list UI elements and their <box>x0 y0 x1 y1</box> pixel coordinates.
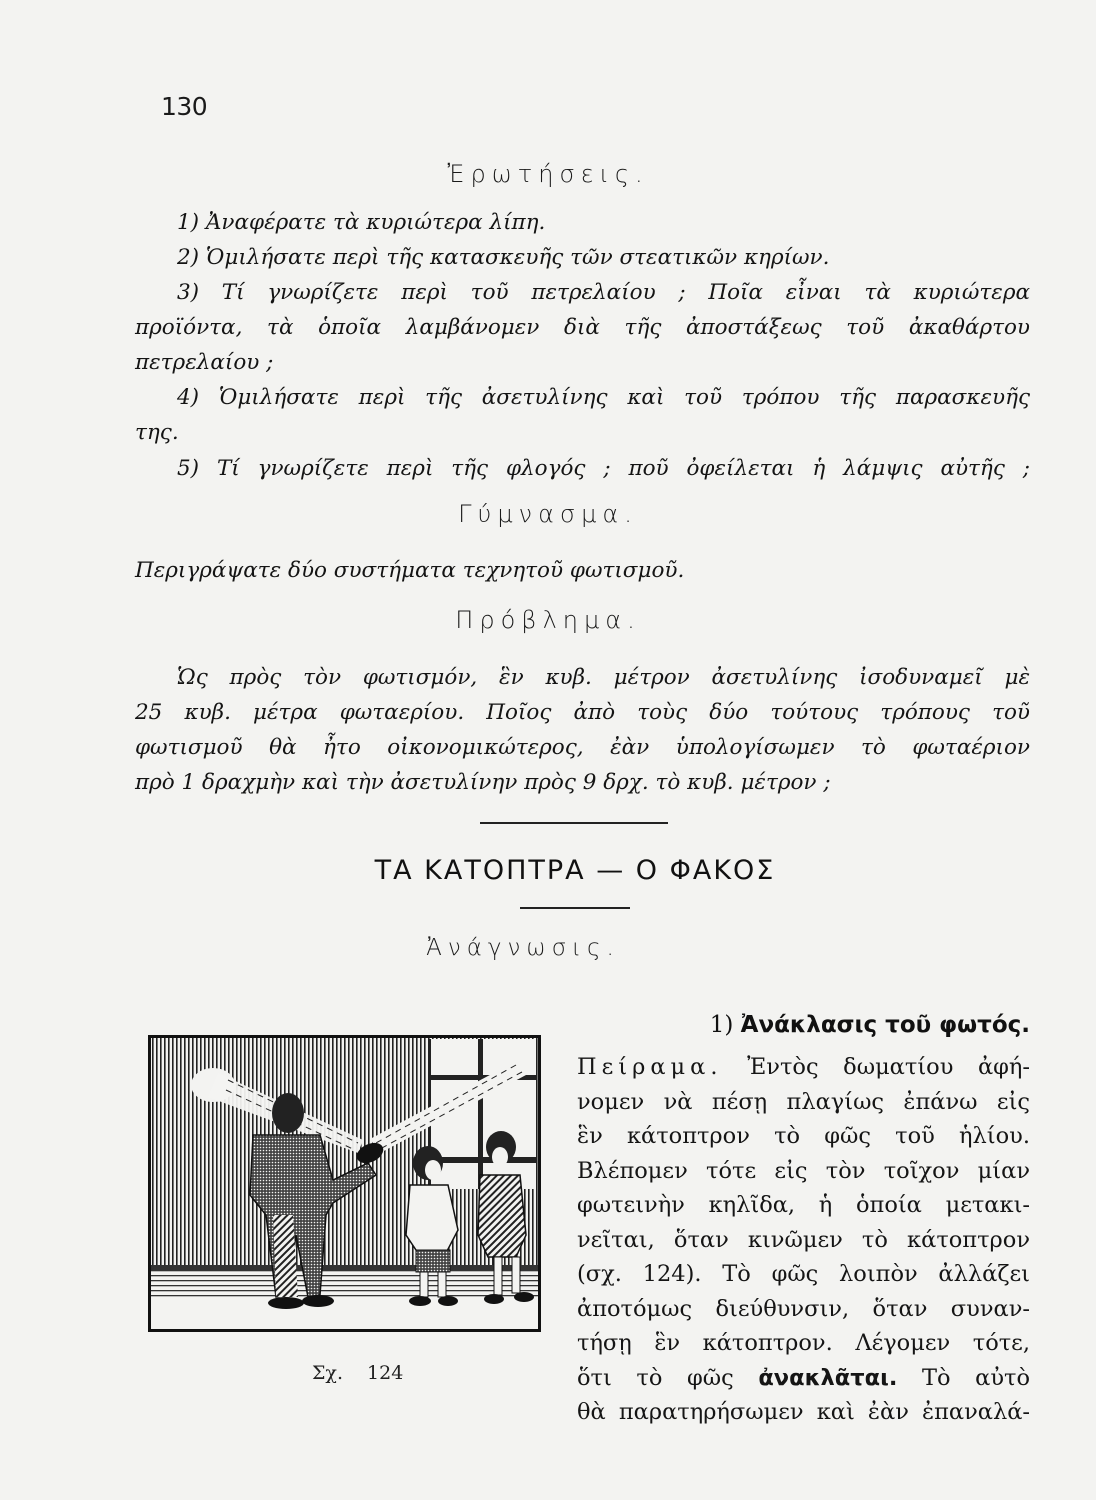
body-text: ὅτι τὸ φῶς <box>577 1364 734 1391</box>
experiment-label: Πείραμα. <box>577 1054 723 1080</box>
section-number: 1) <box>709 1012 734 1038</box>
body-line-9: τήσῃ ἓν κάτοπτρον. Λέγομεν τότε, <box>577 1330 1030 1356</box>
figure-caption <box>312 1362 403 1384</box>
questions-heading: Ἐρωτήσεις. <box>447 160 649 188</box>
section-title <box>577 1012 1030 1038</box>
body-text: Τὸ αὐτὸ <box>922 1364 1031 1391</box>
body-text: Ἐντὸς δωματίου ἀφή- <box>747 1054 1031 1080</box>
body-line-2: νομεν νὰ πέσῃ πλαγίως ἐπάνω εἰς <box>577 1088 1030 1115</box>
chapter-title: ΤΑ ΚΑΤΟΠΤΡΑ — Ο ΦΑΚΟΣ <box>374 855 776 886</box>
chapter-rule-top <box>480 822 668 824</box>
body-line-5: φωτεινὴν κηλῖδα, ἡ ὁποία μετακι- <box>577 1192 1030 1218</box>
problem-line-2: 25 κυβ. μέτρα φωταερίου. Ποῖος ἀπὸ τοὺς δύο τούτους τρόπους τοῦ <box>135 700 1030 725</box>
question-3-line-1: 3) Τί γνωρίζετε περὶ τοῦ πετρελαίου ; Ποῖα εἶναι τὰ κυριώτερα <box>177 280 1030 305</box>
caption-number: 124 <box>367 1362 404 1384</box>
question-2: 2) Ὁμιλήσατε περὶ τῆς κατασκευῆς τῶν στεατικῶν κηρίων. <box>177 245 830 270</box>
exercise-text: Περιγράψατε δύο συστήματα τεχνητοῦ φωτισμοῦ. <box>135 558 685 583</box>
problem-heading: Πρόβλημα. <box>455 606 641 634</box>
baseboard <box>150 1270 539 1282</box>
body-line-8: ἀποτόμως διεύθυνσιν, ὅταν συναν- <box>577 1295 1030 1322</box>
figure-124-illustration <box>148 1035 541 1332</box>
body-line-1 <box>577 1050 1030 1085</box>
question-3-line-3: πετρελαίου ; <box>135 350 274 375</box>
question-5: 5) Τί γνωρίζετε περὶ τῆς φλογός ; ποῦ ὀφείλεται ἡ λάμψις αὐτῆς ; <box>177 456 1030 481</box>
reading-heading: Ἀνάγνωσις. <box>426 935 620 961</box>
problem-line-1: Ὡς πρὸς τὸν φωτισμόν, ἓν κυβ. μέτρον ἀσετυλίνης ἰσοδυναμεῖ μὲ <box>177 665 1030 690</box>
caption-label: Σχ. <box>312 1362 343 1384</box>
problem-line-3: φωτισμοῦ θὰ ἦτο οἰκονομικώτερος, ἐὰν ὑπολογίσωμεν τὸ φωταέριον <box>135 735 1030 760</box>
body-line-10 <box>577 1361 1030 1396</box>
section-title-text: Ἀνάκλασις τοῦ φωτός. <box>740 1012 1030 1038</box>
question-4-line-2: της. <box>135 420 179 445</box>
question-1: 1) Ἀναφέρατε τὰ κυριώτερα λίπη. <box>177 210 546 235</box>
chapter-rule-bottom <box>520 907 630 909</box>
section-body <box>577 1050 1030 1430</box>
bold-term: ἀνακλᾶται. <box>758 1364 898 1391</box>
question-3-line-2: προϊόντα, τὰ ὁποῖα λαμβάνομεν διὰ τῆς ἀποστάξεως τοῦ ἀκαθάρτου <box>135 315 1030 340</box>
problem-line-4: πρὸ 1 δραχμὴν καὶ τὴν ἀσετυλίνην πρὸς 9 δρχ. τὸ κυβ. μέτρον ; <box>135 770 831 795</box>
exercise-heading: Γύμνασμα. <box>458 500 638 528</box>
body-line-7: (σχ. 124). Τὸ φῶς λοιπὸν ἀλλάζει <box>577 1261 1030 1287</box>
body-line-6: νεῖται, ὅταν κινῶμεν τὸ κάτοπτρον <box>577 1226 1030 1253</box>
body-line-3: ἓν κάτοπτρον τὸ φῶς τοῦ ἡλίου. <box>577 1123 1030 1149</box>
question-4-line-1: 4) Ὁμιλήσατε περὶ τῆς ἀσετυλίνης καὶ τοῦ τρόπου τῆς παρασκευῆς <box>177 385 1030 410</box>
body-line-11: θὰ παρατηρήσωμεν καὶ ἐὰν ἐπαναλά- <box>577 1399 1030 1425</box>
body-line-4: Βλέπομεν τότε εἰς τὸν τοῖχον μίαν <box>577 1157 1030 1184</box>
page-number: 130 <box>161 92 208 121</box>
